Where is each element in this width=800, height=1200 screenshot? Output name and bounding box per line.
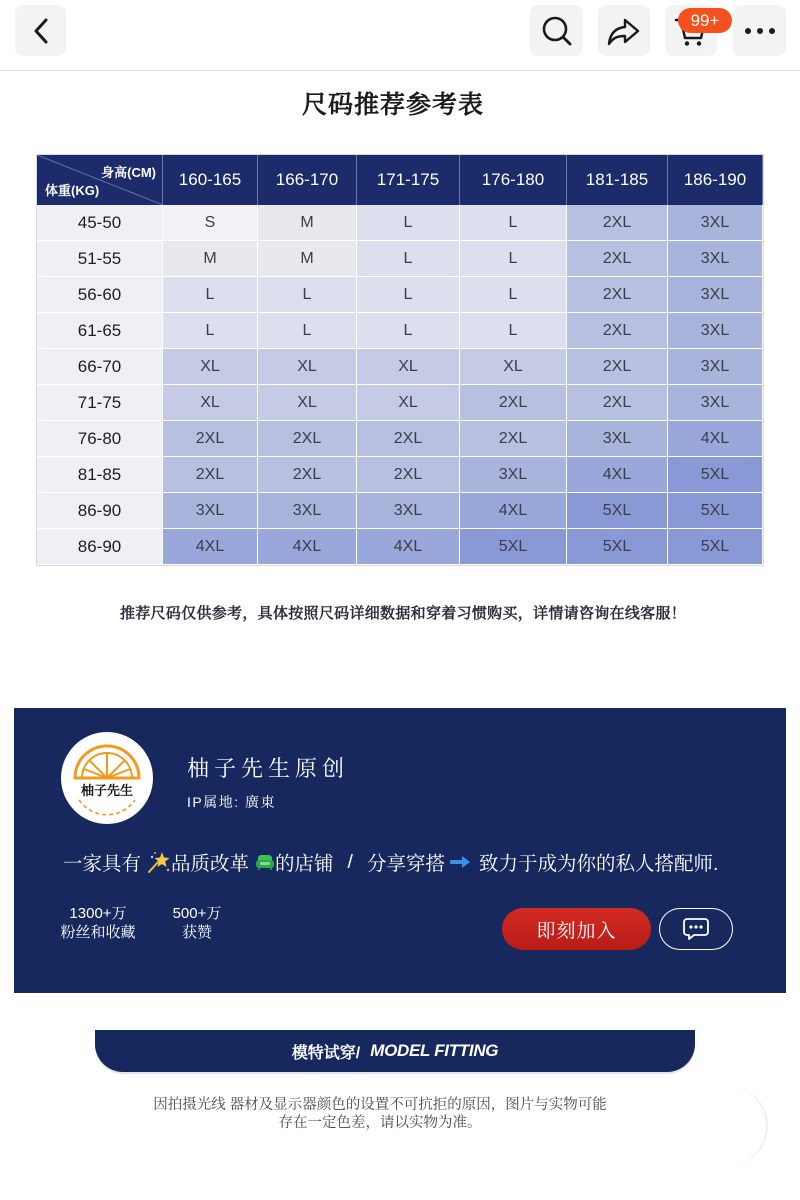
size-cell: L [163, 277, 258, 313]
slogan-separator: / [347, 850, 353, 873]
size-cell: XL [258, 385, 357, 421]
chat-bubble-icon [682, 917, 710, 941]
height-column-header: 181-185 [567, 155, 668, 205]
height-column-header: 166-170 [258, 155, 357, 205]
size-cell: XL [163, 349, 258, 385]
size-cell: 3XL [668, 241, 763, 277]
size-cell: 2XL [357, 457, 460, 493]
size-cell: L [258, 277, 357, 313]
join-button[interactable]: 即刻加入 [502, 908, 651, 950]
chevron-left-icon [26, 14, 56, 48]
weight-row-label: 76-80 [37, 421, 163, 457]
size-cell: 2XL [460, 421, 567, 457]
topbar-divider [0, 70, 800, 71]
share-icon [605, 14, 643, 48]
slogan-text: 致力于成为你的私人搭配师. [478, 853, 719, 875]
weight-row-label: 61-65 [37, 313, 163, 349]
size-cell: 3XL [357, 493, 460, 529]
more-button[interactable] [733, 5, 786, 56]
size-cell: XL [357, 385, 460, 421]
weight-row-label: 56-60 [37, 277, 163, 313]
size-cell: L [460, 241, 567, 277]
sofa-icon [255, 853, 275, 871]
size-cell: 2XL [163, 457, 258, 493]
weight-row-label: 66-70 [37, 349, 163, 385]
size-cell: 5XL [567, 493, 668, 529]
size-cell: 2XL [567, 313, 668, 349]
size-cell: 2XL [460, 385, 567, 421]
size-chart-table [37, 155, 763, 565]
size-cell: 2XL [567, 385, 668, 421]
size-cell: 4XL [460, 493, 567, 529]
size-cell: L [357, 241, 460, 277]
size-cell: L [460, 313, 567, 349]
stat-followers [48, 904, 148, 942]
size-cell: L [357, 277, 460, 313]
size-chart-title: 尺码推荐参考表 [301, 91, 484, 119]
logo-text: 柚子先生 [80, 783, 134, 798]
size-cell: 4XL [258, 529, 357, 565]
citrus-logo-icon [61, 732, 153, 824]
size-cell: 3XL [668, 385, 763, 421]
disclaimer-line: 因拍摄光线 器材及显示器颜色的设置不可抗拒的原因，图片与实物可能 [153, 1097, 607, 1113]
size-cell: 2XL [163, 421, 258, 457]
size-cell: 2XL [357, 421, 460, 457]
height-column-header: 176-180 [460, 155, 567, 205]
weight-row-label: 81-85 [37, 457, 163, 493]
cart-badge: 99+ [678, 8, 732, 33]
size-cell: 2XL [258, 421, 357, 457]
shop-slogan [63, 848, 718, 876]
height-column-header: 186-190 [668, 155, 763, 205]
size-cell: 5XL [460, 529, 567, 565]
disclaimer-line: 存在一定色差，请以实物为准。 [278, 1115, 482, 1131]
size-cell: 4XL [163, 529, 258, 565]
size-cell: L [460, 277, 567, 313]
height-column-header: 160-165 [163, 155, 258, 205]
size-cell: 3XL [668, 277, 763, 313]
decorative-curve [706, 1086, 768, 1166]
shop-logo[interactable] [61, 732, 153, 824]
model-fitting-title-en: MODEL FITTING [370, 1041, 499, 1060]
weight-row-label: 86-90 [37, 493, 163, 529]
size-cell: XL [258, 349, 357, 385]
share-button[interactable] [598, 5, 650, 56]
stat-value: 1300+万 [69, 905, 127, 922]
size-cell: 5XL [668, 529, 763, 565]
size-cell: 3XL [668, 349, 763, 385]
table-corner-header [37, 155, 163, 205]
stat-label: 粉丝和收藏 [60, 924, 136, 941]
weight-axis-label: 体重(KG) [45, 183, 100, 198]
size-cell: 4XL [668, 421, 763, 457]
size-cell: L [163, 313, 258, 349]
slogan-text: 品质改革 [171, 853, 250, 875]
search-icon [539, 13, 575, 49]
shop-ip-location: IP属地: 廣東 [187, 794, 277, 810]
size-chart-note: 推荐尺码仅供参考，具体按照尺码详细数据和穿着习惯购买，详情请咨询在线客服！ [119, 605, 687, 622]
size-cell: 4XL [567, 457, 668, 493]
size-cell: 2XL [567, 277, 668, 313]
size-cell: XL [357, 349, 460, 385]
size-cell: 3XL [668, 313, 763, 349]
height-axis-label: 身高(CM) [101, 165, 156, 180]
weight-row-label: 51-55 [37, 241, 163, 277]
shop-banner [14, 708, 786, 993]
size-cell: XL [460, 349, 567, 385]
weight-row-label: 71-75 [37, 385, 163, 421]
size-cell: M [258, 205, 357, 241]
size-cell: L [258, 313, 357, 349]
size-cell: S [163, 205, 258, 241]
size-cell: XL [163, 385, 258, 421]
size-cell: L [357, 205, 460, 241]
size-cell: L [357, 313, 460, 349]
model-fitting-header [95, 1030, 695, 1072]
stat-likes [157, 904, 237, 942]
size-cell: L [460, 205, 567, 241]
size-cell: 2XL [567, 205, 668, 241]
slogan-text: 的店铺 [275, 853, 334, 875]
size-cell: 5XL [668, 493, 763, 529]
size-cell: 3XL [668, 205, 763, 241]
more-dots-icon [742, 25, 778, 37]
size-cell: 2XL [258, 457, 357, 493]
stat-value: 500+万 [172, 905, 222, 922]
size-cell: 2XL [567, 349, 668, 385]
size-cell: 4XL [357, 529, 460, 565]
weight-row-label: 45-50 [37, 205, 163, 241]
size-cell: 3XL [163, 493, 258, 529]
size-cell: 5XL [668, 457, 763, 493]
size-cell: 5XL [567, 529, 668, 565]
slogan-text: 一家具有 [63, 853, 142, 875]
size-cell: M [258, 241, 357, 277]
color-disclaimer [140, 1096, 620, 1132]
height-column-header: 171-175 [357, 155, 460, 205]
weight-row-label: 86-90 [37, 529, 163, 565]
shop-name[interactable]: 柚子先生原创 [187, 756, 350, 781]
arrow-right-icon [449, 855, 471, 869]
search-button[interactable] [530, 5, 583, 56]
size-cell: 2XL [567, 241, 668, 277]
back-button[interactable] [15, 5, 66, 56]
size-cell: 3XL [567, 421, 668, 457]
size-cell: 3XL [258, 493, 357, 529]
magic-wand-icon [145, 849, 171, 875]
size-cell: 3XL [460, 457, 567, 493]
slogan-text: 分享穿搭 [366, 853, 445, 875]
stat-label: 获赞 [181, 924, 212, 941]
model-fitting-title-cn: 模特试穿/ [291, 1044, 361, 1062]
size-cell: M [163, 241, 258, 277]
chat-button[interactable] [659, 908, 733, 950]
